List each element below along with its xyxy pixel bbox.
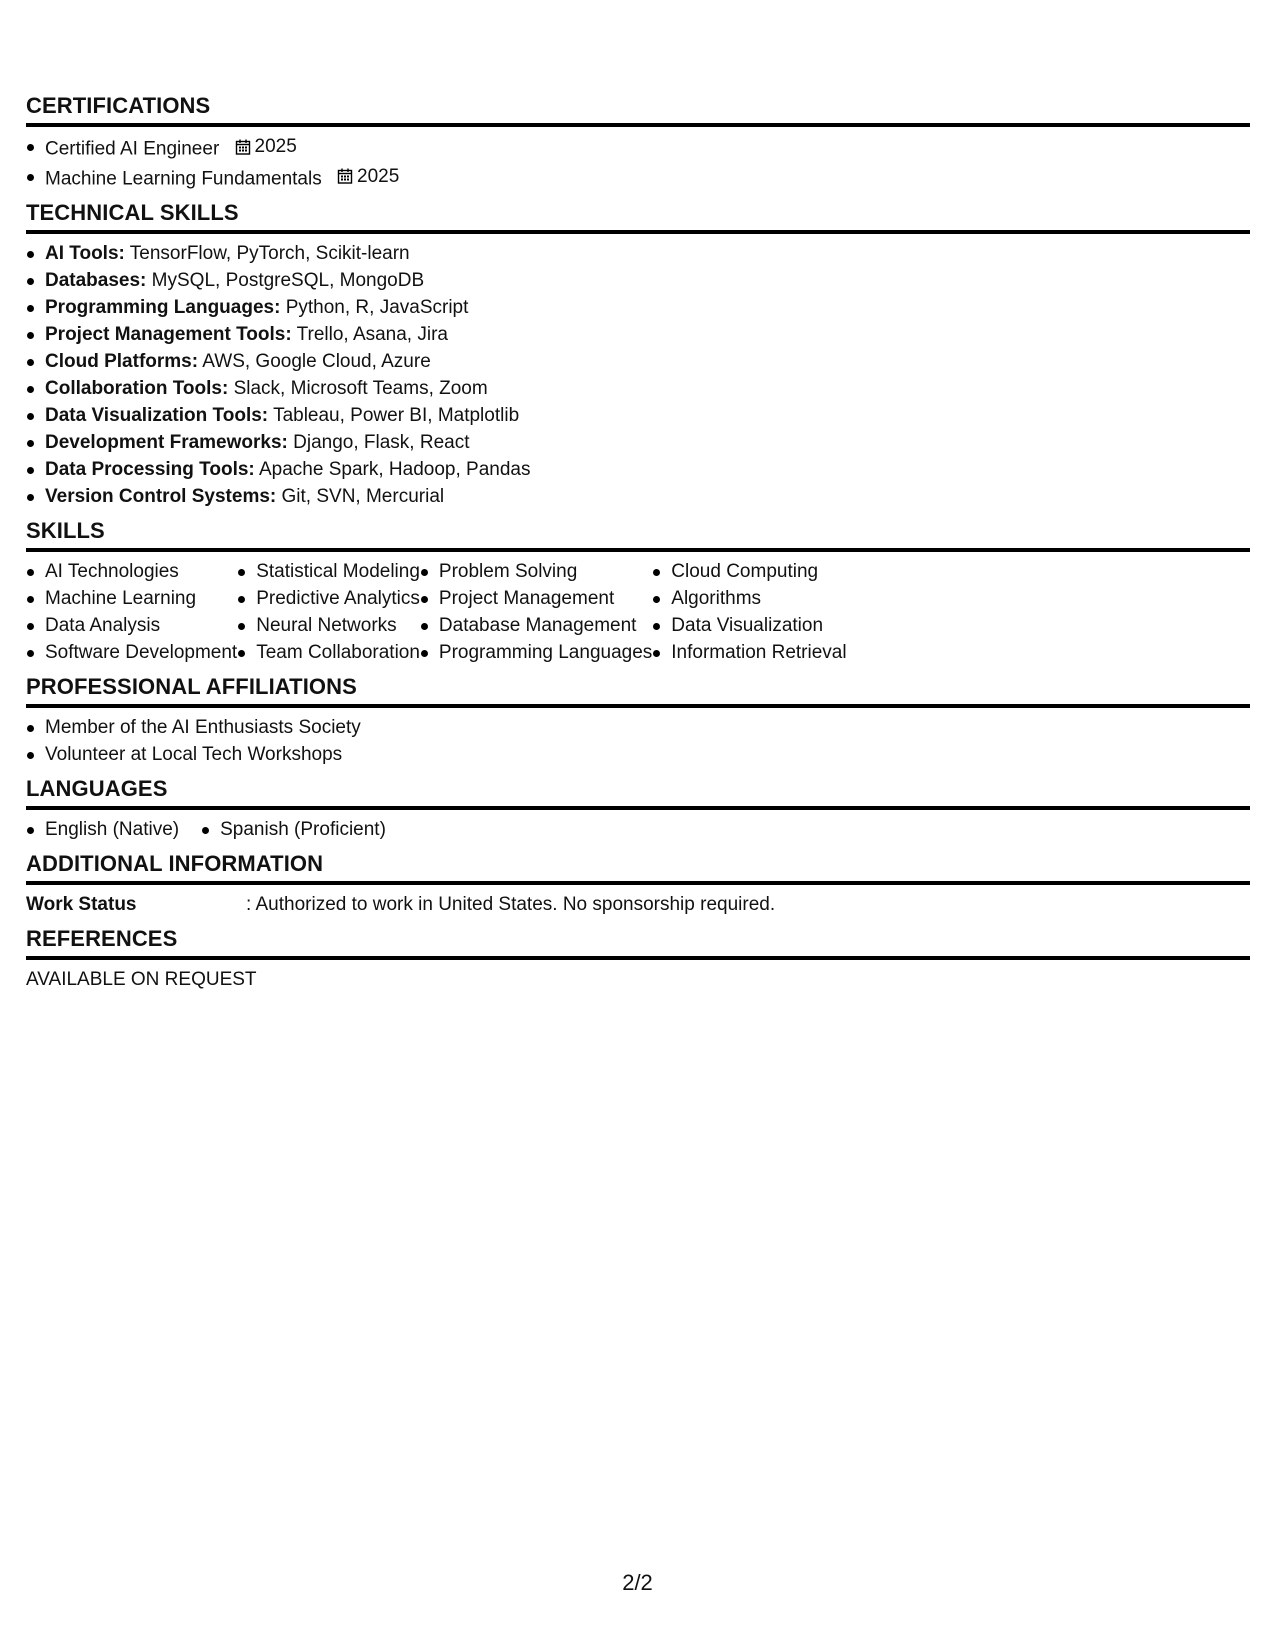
languages-section [26, 776, 1250, 843]
list-item: Data Visualization [652, 612, 846, 639]
list-item: Database Management [420, 612, 652, 639]
certifications-title: CERTIFICATIONS [26, 93, 1250, 127]
skill-category-label: AI Tools: [45, 243, 125, 264]
languages-title: LANGUAGES [26, 776, 1250, 810]
list-item: Project Management [420, 585, 652, 612]
list-item: Predictive Analytics [237, 585, 420, 612]
skill-category-value: TensorFlow, PyTorch, Scikit-learn [129, 243, 410, 264]
list-item: Software Development [26, 639, 237, 666]
list-item: Information Retrieval [652, 639, 846, 666]
skill-category-label: Programming Languages: [45, 297, 281, 318]
technical-skills-title: TECHNICAL SKILLS [26, 200, 1250, 234]
skill-category-label: Data Visualization Tools: [45, 405, 269, 426]
certification-name: Certified AI Engineer [45, 138, 220, 160]
skill-category-value: Django, Flask, React [293, 432, 470, 453]
certifications-section [26, 93, 1250, 192]
skill-category-label: Databases: [45, 270, 147, 291]
skills-section [26, 518, 1250, 666]
calendar-icon [235, 139, 251, 155]
affiliations-section [26, 674, 1250, 768]
certification-date [337, 163, 399, 190]
list-item [26, 133, 1250, 163]
affiliations-list [26, 714, 1250, 768]
list-item: Neural Networks [237, 612, 420, 639]
list-item: Team Collaboration [237, 639, 420, 666]
resume-page [26, 93, 1250, 1001]
skills-title: SKILLS [26, 518, 1250, 552]
list-item: Spanish (Proficient) [201, 816, 386, 843]
list-item: Programming Languages [420, 639, 652, 666]
skill-category-value: AWS, Google Cloud, Azure [202, 351, 431, 372]
skill-category-value: Git, SVN, Mercurial [281, 486, 445, 507]
list-item: Problem Solving [420, 558, 652, 585]
skill-category-label: Version Control Systems: [45, 486, 277, 507]
technical-skills-section [26, 200, 1250, 510]
skill-category-value: Tableau, Power BI, Matplotlib [273, 405, 520, 426]
skill-category-value: Trello, Asana, Jira [296, 324, 448, 345]
references-text: AVAILABLE ON REQUEST [26, 969, 257, 990]
skills-column [237, 558, 420, 666]
skills-column [26, 558, 237, 666]
skill-category-label: Development Frameworks: [45, 432, 288, 453]
skill-category-value: MySQL, PostgreSQL, MongoDB [151, 270, 425, 291]
certification-date [235, 133, 297, 160]
list-item [26, 294, 1250, 321]
technical-skills-list [26, 240, 1250, 510]
skill-category-label: Collaboration Tools: [45, 378, 229, 399]
list-item [26, 267, 1250, 294]
additional-info-section [26, 851, 1250, 918]
skill-category-value: Apache Spark, Hadoop, Pandas [259, 459, 531, 480]
list-item: Statistical Modeling [237, 558, 420, 585]
list-item [26, 348, 1250, 375]
references-section [26, 926, 1250, 993]
skill-category-value: Slack, Microsoft Teams, Zoom [233, 378, 488, 399]
list-item: English (Native) [26, 816, 179, 843]
work-status-row [26, 891, 1250, 918]
affiliations-title: PROFESSIONAL AFFILIATIONS [26, 674, 1250, 708]
list-item [26, 375, 1250, 402]
skill-category-value: Python, R, JavaScript [285, 297, 469, 318]
skill-category-label: Cloud Platforms: [45, 351, 199, 372]
list-item: Cloud Computing [652, 558, 846, 585]
list-item [26, 240, 1250, 267]
calendar-icon [337, 168, 353, 184]
list-item [26, 163, 1250, 193]
certification-name: Machine Learning Fundamentals [45, 168, 322, 189]
references-title: REFERENCES [26, 926, 1250, 960]
list-item: Machine Learning [26, 585, 237, 612]
list-item [26, 402, 1250, 429]
list-item [26, 483, 1250, 510]
skill-category-label: Project Management Tools: [45, 324, 292, 345]
skills-grid [26, 558, 1250, 666]
list-item [26, 456, 1250, 483]
list-item: Data Analysis [26, 612, 237, 639]
list-item: Volunteer at Local Tech Workshops [26, 741, 1250, 768]
list-item [26, 321, 1250, 348]
languages-list [26, 816, 1250, 843]
skill-category-label: Data Processing Tools: [45, 459, 255, 480]
additional-info-title: ADDITIONAL INFORMATION [26, 851, 1250, 885]
work-status-label: Work Status [26, 894, 137, 915]
skills-column [420, 558, 652, 666]
list-item [26, 429, 1250, 456]
work-status-value: : Authorized to work in United States. No sponsorship required. [246, 894, 776, 915]
certification-year: 2025 [254, 136, 297, 157]
list-item: AI Technologies [26, 558, 237, 585]
list-item: Algorithms [652, 585, 846, 612]
certifications-list [26, 133, 1250, 192]
list-item: Member of the AI Enthusiasts Society [26, 714, 1250, 741]
certification-year: 2025 [357, 165, 400, 187]
skills-column [652, 558, 846, 666]
page-number: 2/2 [622, 1570, 653, 1595]
